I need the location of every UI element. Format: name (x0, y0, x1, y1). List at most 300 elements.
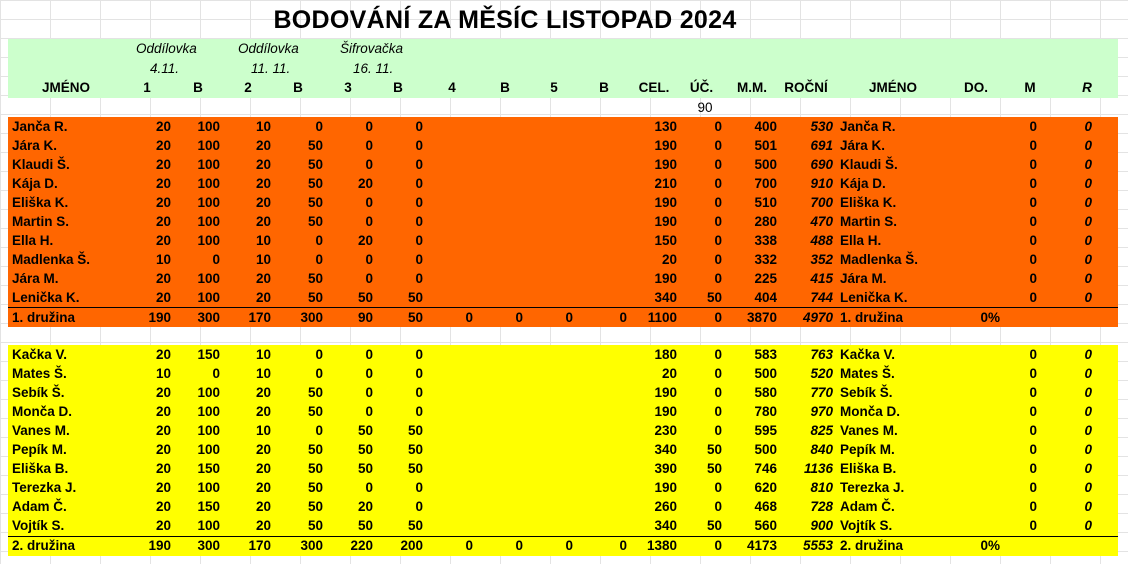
team1-row-9-cell-3[interactable]: 20 (255, 290, 271, 305)
team1-row-1-cell-12[interactable]: 0 (714, 138, 722, 153)
team1-row-2-cell-2[interactable]: 100 (197, 157, 220, 172)
team1-row-5-cell-13[interactable]: 280 (754, 214, 777, 229)
team1-row-8-cell-11[interactable]: 190 (654, 271, 677, 286)
team1-row-1-cell-4[interactable]: 50 (307, 138, 323, 153)
team2-row-9-cell-2[interactable]: 100 (197, 518, 220, 533)
team1-row-7-cell-17[interactable]: 0 (1029, 252, 1037, 267)
team2-total-cell-14[interactable]: 5553 (802, 538, 833, 553)
team2-row-7-cell-2[interactable]: 100 (197, 480, 220, 495)
team1-row-6-cell-4[interactable]: 0 (315, 233, 323, 248)
team2-row-3-cell-3[interactable]: 20 (255, 404, 271, 419)
uc-total-value[interactable]: 90 (697, 100, 713, 115)
team2-row-1-cell-0[interactable]: Mates Š. (12, 366, 67, 381)
team1-row-9-cell-11[interactable]: 340 (654, 290, 677, 305)
team1-row-9-cell-5[interactable]: 50 (357, 290, 373, 305)
team1-row-3-cell-1[interactable]: 20 (155, 176, 171, 191)
team1-row-9-cell-15[interactable]: Lenička K. (840, 290, 908, 305)
team2-row-2-cell-14[interactable]: 770 (810, 385, 833, 400)
team1-row-5-cell-2[interactable]: 100 (197, 214, 220, 229)
team1-total-cell-14[interactable]: 4970 (802, 310, 833, 325)
team2-row-6-cell-3[interactable]: 20 (255, 461, 271, 476)
team2-row-4-cell-12[interactable]: 0 (714, 423, 722, 438)
team2-row-9-cell-4[interactable]: 50 (307, 518, 323, 533)
team2-row-9-cell-15[interactable]: Vojtík S. (840, 518, 893, 533)
team2-row-0-cell-14[interactable]: 763 (810, 347, 833, 362)
team1-row-3-cell-12[interactable]: 0 (714, 176, 722, 191)
team2-row-7-cell-18[interactable]: 0 (1084, 480, 1092, 495)
team1-row-8-cell-6[interactable]: 0 (415, 271, 423, 286)
team1-row-3-cell-11[interactable]: 210 (654, 176, 677, 191)
team1-total-cell-9[interactable]: 0 (565, 310, 573, 325)
team1-row-2-cell-15[interactable]: Klaudi Š. (840, 157, 898, 172)
team1-row-5-cell-18[interactable]: 0 (1084, 214, 1092, 229)
team2-row-9-cell-1[interactable]: 20 (155, 518, 171, 533)
team1-row-7-cell-13[interactable]: 332 (754, 252, 777, 267)
team2-row-3-cell-11[interactable]: 190 (654, 404, 677, 419)
team1-row-7-cell-12[interactable]: 0 (714, 252, 722, 267)
team1-row-8-cell-1[interactable]: 20 (155, 271, 171, 286)
team1-row-1-cell-3[interactable]: 20 (255, 138, 271, 153)
team1-row-2-cell-1[interactable]: 20 (155, 157, 171, 172)
team2-row-0-cell-3[interactable]: 10 (255, 347, 271, 362)
team1-row-7-cell-6[interactable]: 0 (415, 252, 423, 267)
team1-row-6-cell-13[interactable]: 338 (754, 233, 777, 248)
team2-row-2-cell-0[interactable]: Sebík Š. (12, 385, 65, 400)
team2-row-1-cell-3[interactable]: 10 (255, 366, 271, 381)
team1-total-cell-0[interactable]: 1. družina (12, 310, 76, 325)
team1-total-cell-1[interactable]: 190 (148, 310, 171, 325)
team2-total-cell-11[interactable]: 1380 (646, 538, 677, 553)
team2-row-9-cell-0[interactable]: Vojtík S. (12, 518, 65, 533)
team1-row-5-cell-15[interactable]: Martin S. (840, 214, 898, 229)
team2-row-4-cell-1[interactable]: 20 (155, 423, 171, 438)
team1-row-5-cell-0[interactable]: Martin S. (12, 214, 70, 229)
team1-row-0-cell-0[interactable]: Janča R. (12, 119, 68, 134)
team2-row-0-cell-6[interactable]: 0 (415, 347, 423, 362)
team2-row-0-cell-12[interactable]: 0 (714, 347, 722, 362)
team2-row-6-cell-17[interactable]: 0 (1029, 461, 1037, 476)
team2-row-3-cell-1[interactable]: 20 (155, 404, 171, 419)
team2-row-6-cell-15[interactable]: Eliška B. (840, 461, 897, 476)
team2-row-9-cell-12[interactable]: 50 (706, 518, 722, 533)
team2-row-2-cell-12[interactable]: 0 (714, 385, 722, 400)
team1-row-0-cell-4[interactable]: 0 (315, 119, 323, 134)
team1-row-3-cell-14[interactable]: 910 (810, 176, 833, 191)
team2-row-5-cell-1[interactable]: 20 (155, 442, 171, 457)
team1-row-2-cell-13[interactable]: 500 (754, 157, 777, 172)
team1-row-8-cell-13[interactable]: 225 (754, 271, 777, 286)
team1-row-9-cell-0[interactable]: Lenička K. (12, 290, 80, 305)
team2-row-5-cell-5[interactable]: 50 (357, 442, 373, 457)
team2-row-0-cell-4[interactable]: 0 (315, 347, 323, 362)
team1-row-0-cell-15[interactable]: Janča R. (840, 119, 896, 134)
team1-row-4-cell-17[interactable]: 0 (1029, 195, 1037, 210)
team2-row-8-cell-2[interactable]: 150 (197, 499, 220, 514)
team1-row-0-cell-5[interactable]: 0 (365, 119, 373, 134)
team1-row-1-cell-18[interactable]: 0 (1084, 138, 1092, 153)
team2-row-5-cell-14[interactable]: 840 (810, 442, 833, 457)
team2-row-4-cell-11[interactable]: 230 (654, 423, 677, 438)
team1-row-7-cell-11[interactable]: 20 (661, 252, 677, 267)
team1-row-0-cell-13[interactable]: 400 (754, 119, 777, 134)
team2-row-7-cell-12[interactable]: 0 (714, 480, 722, 495)
team2-total-cell-6[interactable]: 200 (400, 538, 423, 553)
team2-row-3-cell-18[interactable]: 0 (1084, 404, 1092, 419)
team2-row-7-cell-17[interactable]: 0 (1029, 480, 1037, 495)
team2-total-cell-1[interactable]: 190 (148, 538, 171, 553)
team1-row-5-cell-17[interactable]: 0 (1029, 214, 1037, 229)
team2-row-8-cell-13[interactable]: 468 (754, 499, 777, 514)
team2-row-6-cell-12[interactable]: 50 (706, 461, 722, 476)
team2-row-8-cell-1[interactable]: 20 (155, 499, 171, 514)
team1-row-9-cell-6[interactable]: 50 (407, 290, 423, 305)
team2-row-8-cell-6[interactable]: 0 (415, 499, 423, 514)
team1-row-6-cell-11[interactable]: 150 (654, 233, 677, 248)
team1-row-4-cell-11[interactable]: 190 (654, 195, 677, 210)
team2-row-2-cell-2[interactable]: 100 (197, 385, 220, 400)
team2-row-0-cell-13[interactable]: 583 (754, 347, 777, 362)
team1-row-2-cell-4[interactable]: 50 (307, 157, 323, 172)
team1-row-9-cell-13[interactable]: 404 (754, 290, 777, 305)
team1-row-1-cell-11[interactable]: 190 (654, 138, 677, 153)
team1-row-8-cell-12[interactable]: 0 (714, 271, 722, 286)
team1-row-5-cell-14[interactable]: 470 (810, 214, 833, 229)
team1-row-8-cell-4[interactable]: 50 (307, 271, 323, 286)
team1-row-1-cell-14[interactable]: 691 (810, 138, 833, 153)
team2-row-6-cell-2[interactable]: 150 (197, 461, 220, 476)
team1-total-cell-15[interactable]: 1. družina (840, 310, 904, 325)
team2-row-2-cell-11[interactable]: 190 (654, 385, 677, 400)
team2-row-9-cell-3[interactable]: 20 (255, 518, 271, 533)
team2-row-1-cell-5[interactable]: 0 (365, 366, 373, 381)
team1-row-7-cell-18[interactable]: 0 (1084, 252, 1092, 267)
team1-row-4-cell-13[interactable]: 510 (754, 195, 777, 210)
team1-row-6-cell-2[interactable]: 100 (197, 233, 220, 248)
team2-row-1-cell-13[interactable]: 500 (754, 366, 777, 381)
team1-row-8-cell-0[interactable]: Jára M. (12, 271, 59, 286)
team1-row-6-cell-6[interactable]: 0 (415, 233, 423, 248)
team2-row-3-cell-2[interactable]: 100 (197, 404, 220, 419)
team1-row-6-cell-14[interactable]: 488 (810, 233, 833, 248)
team2-row-6-cell-1[interactable]: 20 (155, 461, 171, 476)
team1-row-4-cell-18[interactable]: 0 (1084, 195, 1092, 210)
team2-row-5-cell-18[interactable]: 0 (1084, 442, 1092, 457)
team2-row-2-cell-5[interactable]: 0 (365, 385, 373, 400)
team1-row-3-cell-0[interactable]: Kája D. (12, 176, 58, 191)
team1-row-9-cell-2[interactable]: 100 (197, 290, 220, 305)
team1-row-8-cell-14[interactable]: 415 (810, 271, 833, 286)
team1-row-2-cell-5[interactable]: 0 (365, 157, 373, 172)
team2-row-6-cell-4[interactable]: 50 (307, 461, 323, 476)
team2-total-cell-5[interactable]: 220 (350, 538, 373, 553)
team2-row-1-cell-18[interactable]: 0 (1084, 366, 1092, 381)
team1-row-0-cell-2[interactable]: 100 (197, 119, 220, 134)
team1-row-3-cell-6[interactable]: 0 (415, 176, 423, 191)
team2-row-9-cell-5[interactable]: 50 (357, 518, 373, 533)
team2-row-0-cell-1[interactable]: 20 (155, 347, 171, 362)
team2-row-5-cell-6[interactable]: 50 (407, 442, 423, 457)
team2-row-9-cell-11[interactable]: 340 (654, 518, 677, 533)
team2-row-7-cell-11[interactable]: 190 (654, 480, 677, 495)
team1-row-3-cell-5[interactable]: 20 (357, 176, 373, 191)
team1-row-2-cell-12[interactable]: 0 (714, 157, 722, 172)
team1-total-cell-6[interactable]: 50 (407, 310, 423, 325)
team2-total-cell-2[interactable]: 300 (197, 538, 220, 553)
team1-row-0-cell-11[interactable]: 130 (654, 119, 677, 134)
team2-total-cell-9[interactable]: 0 (565, 538, 573, 553)
team2-row-8-cell-18[interactable]: 0 (1084, 499, 1092, 514)
team2-row-4-cell-3[interactable]: 10 (255, 423, 271, 438)
team1-total-cell-2[interactable]: 300 (197, 310, 220, 325)
team2-row-6-cell-5[interactable]: 50 (357, 461, 373, 476)
team1-row-0-cell-1[interactable]: 20 (155, 119, 171, 134)
team2-row-3-cell-5[interactable]: 0 (365, 404, 373, 419)
team1-row-7-cell-4[interactable]: 0 (315, 252, 323, 267)
team2-row-6-cell-13[interactable]: 746 (754, 461, 777, 476)
team2-row-0-cell-11[interactable]: 180 (654, 347, 677, 362)
team2-row-6-cell-6[interactable]: 50 (407, 461, 423, 476)
team1-total-cell-8[interactable]: 0 (515, 310, 523, 325)
team1-row-9-cell-4[interactable]: 50 (307, 290, 323, 305)
team2-row-9-cell-6[interactable]: 50 (407, 518, 423, 533)
team1-row-2-cell-11[interactable]: 190 (654, 157, 677, 172)
team2-row-3-cell-6[interactable]: 0 (415, 404, 423, 419)
team2-row-3-cell-17[interactable]: 0 (1029, 404, 1037, 419)
team1-row-1-cell-15[interactable]: Jára K. (840, 138, 886, 153)
team2-row-5-cell-2[interactable]: 100 (197, 442, 220, 457)
team2-row-7-cell-5[interactable]: 0 (365, 480, 373, 495)
team2-row-7-cell-4[interactable]: 50 (307, 480, 323, 495)
team1-row-4-cell-0[interactable]: Eliška K. (12, 195, 69, 210)
team2-row-6-cell-14[interactable]: 1136 (803, 461, 833, 476)
team2-row-2-cell-18[interactable]: 0 (1084, 385, 1092, 400)
team2-row-8-cell-0[interactable]: Adam Č. (12, 499, 67, 514)
team2-row-1-cell-1[interactable]: 10 (155, 366, 171, 381)
team1-row-1-cell-0[interactable]: Jára K. (12, 138, 58, 153)
team2-row-1-cell-14[interactable]: 520 (810, 366, 833, 381)
team1-row-3-cell-15[interactable]: Kája D. (840, 176, 886, 191)
team2-row-8-cell-4[interactable]: 50 (307, 499, 323, 514)
team1-row-6-cell-17[interactable]: 0 (1029, 233, 1037, 248)
team1-row-3-cell-2[interactable]: 100 (197, 176, 220, 191)
team2-total-cell-12[interactable]: 0 (714, 538, 722, 553)
team2-total-cell-8[interactable]: 0 (515, 538, 523, 553)
team1-row-4-cell-4[interactable]: 50 (307, 195, 323, 210)
team2-row-7-cell-0[interactable]: Terezka J. (12, 480, 77, 495)
team1-row-8-cell-2[interactable]: 100 (197, 271, 220, 286)
team2-row-2-cell-17[interactable]: 0 (1029, 385, 1037, 400)
team2-total-cell-10[interactable]: 0 (619, 538, 627, 553)
team2-row-1-cell-2[interactable]: 0 (212, 366, 220, 381)
team2-total-cell-15[interactable]: 2. družina (840, 538, 904, 553)
team2-row-7-cell-13[interactable]: 620 (754, 480, 777, 495)
team1-row-9-cell-18[interactable]: 0 (1084, 290, 1092, 305)
team1-row-5-cell-6[interactable]: 0 (415, 214, 423, 229)
team2-row-1-cell-6[interactable]: 0 (415, 366, 423, 381)
team1-row-4-cell-6[interactable]: 0 (415, 195, 423, 210)
team1-row-2-cell-18[interactable]: 0 (1084, 157, 1092, 172)
team1-row-0-cell-12[interactable]: 0 (714, 119, 722, 134)
team2-total-cell-4[interactable]: 300 (300, 538, 323, 553)
team2-row-9-cell-13[interactable]: 560 (754, 518, 777, 533)
team2-row-4-cell-4[interactable]: 0 (315, 423, 323, 438)
team2-row-5-cell-3[interactable]: 20 (255, 442, 271, 457)
team2-row-8-cell-15[interactable]: Adam Č. (840, 499, 895, 514)
team1-row-4-cell-2[interactable]: 100 (197, 195, 220, 210)
team1-row-0-cell-17[interactable]: 0 (1029, 119, 1037, 134)
team1-total-cell-11[interactable]: 1100 (647, 310, 677, 325)
team2-row-0-cell-0[interactable]: Kačka V. (12, 347, 68, 362)
team2-row-2-cell-6[interactable]: 0 (415, 385, 423, 400)
team1-row-2-cell-3[interactable]: 20 (255, 157, 271, 172)
team1-row-9-cell-12[interactable]: 50 (706, 290, 722, 305)
team2-row-8-cell-14[interactable]: 728 (810, 499, 833, 514)
team1-row-4-cell-14[interactable]: 700 (810, 195, 833, 210)
team1-row-2-cell-6[interactable]: 0 (415, 157, 423, 172)
team2-row-7-cell-3[interactable]: 20 (255, 480, 271, 495)
team2-row-4-cell-14[interactable]: 825 (810, 423, 833, 438)
team2-row-1-cell-12[interactable]: 0 (714, 366, 722, 381)
team1-row-5-cell-1[interactable]: 20 (155, 214, 171, 229)
team1-row-6-cell-5[interactable]: 20 (357, 233, 373, 248)
team1-row-1-cell-17[interactable]: 0 (1029, 138, 1037, 153)
team2-row-2-cell-13[interactable]: 580 (754, 385, 777, 400)
team1-row-1-cell-2[interactable]: 100 (197, 138, 220, 153)
team2-row-4-cell-13[interactable]: 595 (754, 423, 777, 438)
team2-total-cell-16[interactable]: 0% (980, 538, 1000, 553)
team2-total-cell-3[interactable]: 170 (248, 538, 271, 553)
team1-row-1-cell-13[interactable]: 501 (754, 138, 777, 153)
team1-row-2-cell-14[interactable]: 690 (810, 157, 833, 172)
team2-row-1-cell-17[interactable]: 0 (1029, 366, 1037, 381)
team1-row-7-cell-0[interactable]: Madlenka Š. (12, 252, 91, 267)
team2-row-1-cell-15[interactable]: Mates Š. (840, 366, 895, 381)
team2-row-8-cell-12[interactable]: 0 (714, 499, 722, 514)
team2-row-8-cell-17[interactable]: 0 (1029, 499, 1037, 514)
team2-row-5-cell-11[interactable]: 340 (654, 442, 677, 457)
team2-row-9-cell-14[interactable]: 900 (810, 518, 833, 533)
team1-row-5-cell-11[interactable]: 190 (654, 214, 677, 229)
team2-row-7-cell-1[interactable]: 20 (155, 480, 171, 495)
team2-row-2-cell-1[interactable]: 20 (155, 385, 171, 400)
team1-row-9-cell-17[interactable]: 0 (1029, 290, 1037, 305)
team1-row-3-cell-13[interactable]: 700 (754, 176, 777, 191)
team2-row-5-cell-15[interactable]: Pepík M. (840, 442, 895, 457)
team1-row-4-cell-1[interactable]: 20 (155, 195, 171, 210)
team2-row-4-cell-0[interactable]: Vanes M. (12, 423, 70, 438)
team1-row-8-cell-5[interactable]: 0 (365, 271, 373, 286)
team1-total-cell-13[interactable]: 3870 (746, 310, 777, 325)
team2-row-4-cell-6[interactable]: 50 (407, 423, 423, 438)
team2-row-9-cell-18[interactable]: 0 (1084, 518, 1092, 533)
team2-row-7-cell-6[interactable]: 0 (415, 480, 423, 495)
team1-row-1-cell-5[interactable]: 0 (365, 138, 373, 153)
team2-row-3-cell-15[interactable]: Monča D. (840, 404, 901, 419)
team2-row-5-cell-0[interactable]: Pepík M. (12, 442, 67, 457)
team1-total-cell-12[interactable]: 0 (714, 310, 722, 325)
team1-row-0-cell-14[interactable]: 530 (810, 119, 833, 134)
team1-row-7-cell-1[interactable]: 10 (155, 252, 171, 267)
team2-total-cell-13[interactable]: 4173 (746, 538, 777, 553)
team2-row-0-cell-17[interactable]: 0 (1029, 347, 1037, 362)
team1-row-2-cell-0[interactable]: Klaudi Š. (12, 157, 70, 172)
team1-row-8-cell-3[interactable]: 20 (255, 271, 271, 286)
team2-row-3-cell-4[interactable]: 50 (307, 404, 323, 419)
team1-row-1-cell-1[interactable]: 20 (155, 138, 171, 153)
team1-row-6-cell-3[interactable]: 10 (255, 233, 271, 248)
team2-row-8-cell-11[interactable]: 260 (654, 499, 677, 514)
team2-row-8-cell-3[interactable]: 20 (255, 499, 271, 514)
team2-total-cell-7[interactable]: 0 (465, 538, 473, 553)
team2-row-9-cell-17[interactable]: 0 (1029, 518, 1037, 533)
team1-row-3-cell-4[interactable]: 50 (307, 176, 323, 191)
team1-row-6-cell-18[interactable]: 0 (1084, 233, 1092, 248)
team1-row-3-cell-18[interactable]: 0 (1084, 176, 1092, 191)
team2-row-5-cell-13[interactable]: 500 (754, 442, 777, 457)
team1-row-9-cell-14[interactable]: 744 (810, 290, 833, 305)
team1-row-5-cell-4[interactable]: 50 (307, 214, 323, 229)
team2-row-6-cell-18[interactable]: 0 (1084, 461, 1092, 476)
team2-row-2-cell-3[interactable]: 20 (255, 385, 271, 400)
team1-total-cell-4[interactable]: 300 (300, 310, 323, 325)
team1-row-0-cell-3[interactable]: 10 (255, 119, 271, 134)
team1-row-0-cell-6[interactable]: 0 (415, 119, 423, 134)
team1-row-5-cell-5[interactable]: 0 (365, 214, 373, 229)
team1-row-7-cell-5[interactable]: 0 (365, 252, 373, 267)
team2-row-0-cell-2[interactable]: 150 (197, 347, 220, 362)
team2-row-5-cell-4[interactable]: 50 (307, 442, 323, 457)
team1-row-8-cell-18[interactable]: 0 (1084, 271, 1092, 286)
team1-row-4-cell-3[interactable]: 20 (255, 195, 271, 210)
team1-total-cell-3[interactable]: 170 (248, 310, 271, 325)
team1-row-5-cell-3[interactable]: 20 (255, 214, 271, 229)
team2-row-2-cell-4[interactable]: 50 (307, 385, 323, 400)
team1-row-9-cell-1[interactable]: 20 (155, 290, 171, 305)
team2-row-4-cell-17[interactable]: 0 (1029, 423, 1037, 438)
team2-row-5-cell-17[interactable]: 0 (1029, 442, 1037, 457)
team2-row-7-cell-14[interactable]: 810 (810, 480, 833, 495)
team1-total-cell-10[interactable]: 0 (619, 310, 627, 325)
team2-row-5-cell-12[interactable]: 50 (706, 442, 722, 457)
team1-row-6-cell-15[interactable]: Ella H. (840, 233, 882, 248)
team2-total-cell-0[interactable]: 2. družina (12, 538, 76, 553)
team2-row-4-cell-2[interactable]: 100 (197, 423, 220, 438)
team2-row-1-cell-11[interactable]: 20 (661, 366, 677, 381)
team1-row-8-cell-15[interactable]: Jára M. (840, 271, 887, 286)
team1-total-cell-5[interactable]: 90 (357, 310, 373, 325)
team2-row-6-cell-11[interactable]: 390 (654, 461, 677, 476)
team2-row-0-cell-5[interactable]: 0 (365, 347, 373, 362)
team1-row-4-cell-12[interactable]: 0 (714, 195, 722, 210)
team1-row-3-cell-17[interactable]: 0 (1029, 176, 1037, 191)
team2-row-6-cell-0[interactable]: Eliška B. (12, 461, 69, 476)
team2-row-4-cell-18[interactable]: 0 (1084, 423, 1092, 438)
team2-row-2-cell-15[interactable]: Sebík Š. (840, 385, 893, 400)
team1-row-8-cell-17[interactable]: 0 (1029, 271, 1037, 286)
team1-row-4-cell-5[interactable]: 0 (365, 195, 373, 210)
team1-row-1-cell-6[interactable]: 0 (415, 138, 423, 153)
team2-row-1-cell-4[interactable]: 0 (315, 366, 323, 381)
team2-row-4-cell-5[interactable]: 50 (357, 423, 373, 438)
team2-row-3-cell-13[interactable]: 780 (754, 404, 777, 419)
team2-row-3-cell-0[interactable]: Monča D. (12, 404, 73, 419)
team2-row-3-cell-12[interactable]: 0 (714, 404, 722, 419)
team2-row-3-cell-14[interactable]: 970 (810, 404, 833, 419)
team2-row-7-cell-15[interactable]: Terezka J. (840, 480, 905, 495)
team1-row-7-cell-2[interactable]: 0 (212, 252, 220, 267)
team1-row-7-cell-14[interactable]: 352 (810, 252, 833, 267)
team2-row-0-cell-18[interactable]: 0 (1084, 347, 1092, 362)
